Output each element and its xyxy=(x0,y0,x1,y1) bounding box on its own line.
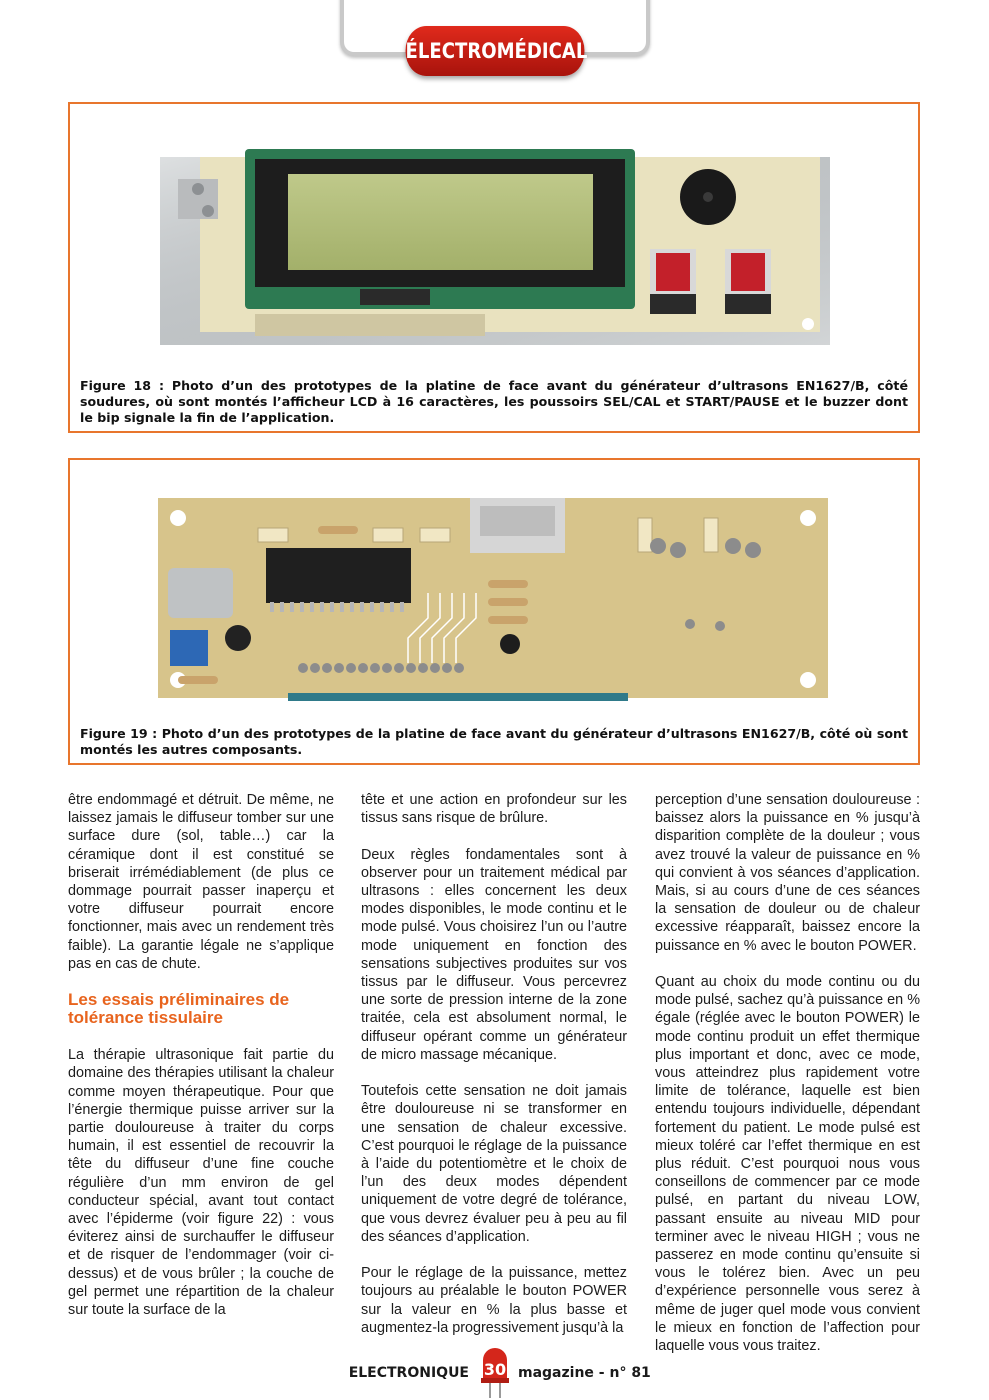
figure-19 xyxy=(68,458,920,765)
figure-18 xyxy=(68,102,920,433)
issue-label: magazine - n° 81 xyxy=(518,1365,651,1381)
figure-18-caption: Figure 18 : Photo d’un des prototypes de la platine de face avant du générateur d’ultrasons EN1627/B, côté soudures, où sont montés l’afficheur LCD à 16 caractères, les poussoirs SEL/CAL et START/PAUSE et le buzzer dont le bip signale la fin de l’application. xyxy=(80,378,908,425)
text-column-2 xyxy=(361,791,627,1355)
section-label: ÉLECTROMÉDICAL xyxy=(406,26,585,76)
text-column-1 xyxy=(68,791,334,1337)
lcd-board-photo xyxy=(160,149,830,354)
component-board-photo xyxy=(158,498,828,703)
paragraph: Deux règles fondamentales sont à observer pour un traitement médical par ultrasons : elles concernent les deux modes disponibles, le mode continu et le mode pulsé. Vous choisirez l’un ou l’autre mode uniquement en fonction des sensations subjectives produites sur vos tissus par le diffuseur. Vous percevrez une sorte de pression interne de la zone traitée, cela est absolument normal, le diffuseur opérant comme un générateur de micro massage mécanique. xyxy=(361,846,627,1063)
magazine-name: ELECTRONIQUE xyxy=(348,1365,469,1381)
page-number: 30 xyxy=(483,1360,507,1379)
paragraph: être endommagé et détruit. De même, ne laissez jamais le diffuseur tomber sur une surface dure (sol, table…) car la céramique dont il est constitué se briserait irrémédiablement (de plus ce dommage pourrait passer inaperçu et votre diffuseur pourrait encore fonctionner, mais avec un rendement très faible). La garantie légale ne s’applique pas en cas de chute. xyxy=(68,792,334,972)
paragraph: La thérapie ultrasonique fait partie du domaine des thérapies utilisant la chaleur comme moyen thérapeutique. Pour que l’énergie thermique puisse arriver sur la partie douloureuse à traiter du corps humain, il est essentiel de recouvrir la tête du diffuseur d’une fine couche régulière d’un mm environ de gel conducteur spécial, avant tout contact avec l’épiderme (voir figure 22) : vous éviterez ainsi de surchauffer le diffuseur et de risquer de l’endommager (voir ci-dessus) et de vous brûler ; la couche de gel permet une répartition de la chaleur sur toute la surface de la xyxy=(68,1047,334,1319)
paragraph: Toutefois cette sensation ne doit jamais être douloureuse ni se transformer en une sensation de chaleur excessive. C’est pourquoi le réglage de la puissance à l’aide du potentiomètre et le choix de l’un des deux modes dépendent uniquement de votre degré de tolérance, que vous devrez évaluer peu à peu au fil des séances d’application. xyxy=(361,1083,627,1245)
figure-19-caption: Figure 19 : Photo d’un des prototypes de la platine de face avant du générateur d’ultrasons EN1627/B, côté où sont montés les autres composants. xyxy=(80,726,908,757)
paragraph: Pour le réglage de la puissance, mettez toujours au préalable le bouton POWER sur la valeur en % la plus basse et augmentez-la progressivement jusqu’à la xyxy=(361,1265,627,1336)
section-heading: Les essais préliminaires de tolérance tissulaire xyxy=(68,990,290,1028)
text-column-3 xyxy=(655,791,920,1373)
page-footer xyxy=(0,1356,989,1396)
paragraph: tête et une action en profondeur sur les tissus sans risque de brûlure. xyxy=(361,792,627,827)
paragraph: perception d’une sensation douloureuse : baissez alors la puissance en % jusqu’à disparition complète de la douleur ; vous avez trouvé la valeur de puissance en % qui convient à vos séances d’application. Mais, si au cours d’une de ces séances la sensation de douleur ou de chaleur excessive réapparaît, baissez encore la puissance en % avec le bouton POWER. xyxy=(655,792,920,954)
paragraph: Quant au choix du mode continu ou du mode pulsé, sachez qu’à puissance en % égale (réglée avec le bouton POWER) le mode continu produit un effet thermique plus important et donc, avec ce mode, vous atteindrez plus rapidement votre limite de tolérance, laquelle est bien entendu toujours individuelle, dépendant fortement du patient. Le mode pulsé est mieux toléré car l’effet thermique en est plus réduit. C’est pourquoi nous vous conseillons de commencer par ce mode pulsé, en partant du niveau LOW, passant ensuite au niveau MID pour terminer avec le niveau HIGH ; vous ne passerez en mode continu qu’ensuite si vous le tolérez bien. Avec un peu d’expérience personnelle vous serez à même de juger quel mode vous convient le mieux en fonction de l’affection pour laquelle vous vous traitez. xyxy=(655,974,920,1355)
